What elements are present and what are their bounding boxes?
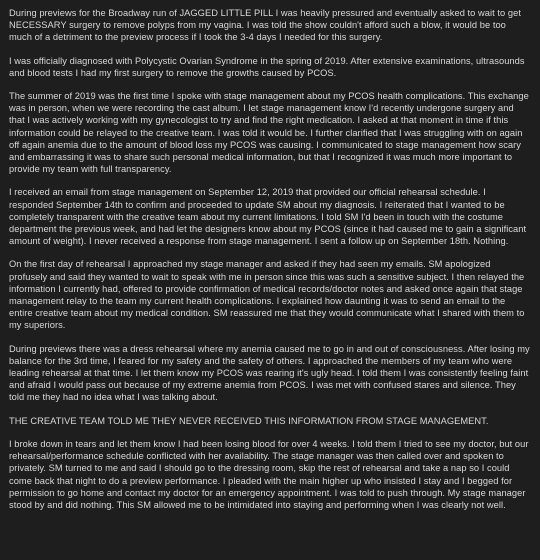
paragraph-6: During previews there was a dress rehearsal where my anemia caused me to go in and out of consciousness. After losing my balance for the 3rd time, I feared for my safety and the safety of others. I approached the members of my team who were leading rehearsal at that time. I let them know my PCOS was rearing it's ugly head. I told them I was consistently feeling faint and afraid I would pass out because of my extreme anemia from PCOS. I was met with confused stares and silence. They told me they had no idea what I was talking about. — [9, 343, 530, 403]
paragraph-5: On the first day of rehearsal I approached my stage manager and asked if they had seen my emails. SM apologized profusely and said they wanted to wait to speak with me in person since this was such a sensitive subject. I then relayed the information I currently had, offered to provide confirmation of medical records/doctor notes and asked once again that stage management relay to the team my current health complications. I explained how daunting it was to send an email to the entire creative team about my medical condition. SM reassured me that they would communicate what I shared with them to my superiors. — [9, 259, 525, 331]
paragraph-7-emphasis: THE CREATIVE TEAM TOLD ME THEY NEVER RECEIVED THIS INFORMATION FROM STAGE MANAGEMENT. — [9, 415, 489, 426]
paragraph-3: The summer of 2019 was the first time I spoke with stage management about my PCOS health complications. This exchange was in person, when we were recording the cast album. I let stage management know I'd recently undergone surgery and that I was actively working with my gynecologist to try and find the right medication. I asked at that moment in time if this information could be relayed to the creative team. I was told it would be. I further clarified that I was struggling with on again off again anemia due to the amount of blood loss my PCOS was causing. I communicated to stage management how scary and embarrassing it was to share such personal medical information, but that I recognized it was much more important to provide my team with full transparency. — [9, 91, 529, 175]
paragraph-4: I received an email from stage management on September 12, 2019 that provided our official rehearsal schedule. I responded September 14th to confirm and proceeded to update SM about my diagnosis. I reiterated that I wanted to be completely transparent with the creative team about my current limitations. I told SM I'd been in touch with the costume department the previous week, and had let the designers know about my PCOS (since it had caused me to gain a significant amount of weight). I never received a response from stage management. I sent a follow up on September 18th. Nothing. — [9, 187, 527, 247]
paragraph-8: I broke down in tears and let them know I had been losing blood for over 4 weeks. I told them I tried to see my doctor, but our rehearsal/performance schedule conflicted with her availability. The stage manager was then called over and spoken to privately. SM turned to me and said I should go to the dressing room, skip the rest of rehearsal and take a nap so I could come back that night to do a preview performance. I pleaded with the main higher up who insisted I stay and I begged for permission to go home and contact my doctor for an emergency appointment. I was told to push through. My stage manager stood by and did nothing. This SM allowed me to be intimidated into staying and performing when I was clearly not well. — [9, 438, 529, 510]
paragraph-2: I was officially diagnosed with Polycystic Ovarian Syndrome in the spring of 2019. After extensive examinations, ultrasounds and blood tests I had my first surgery to remove the growths caused by PCOS. — [9, 55, 525, 78]
paragraph-1: During previews for the Broadway run of JAGGED LITTLE PILL I was heavily pressured and eventually asked to wait to get NECESSARY surgery to remove polyps from my vagina. I was told the show couldn't afford such a blow, it would be too much of a detriment to the preview process if I took the 3-4 days I needed for this surgery. — [9, 8, 521, 43]
